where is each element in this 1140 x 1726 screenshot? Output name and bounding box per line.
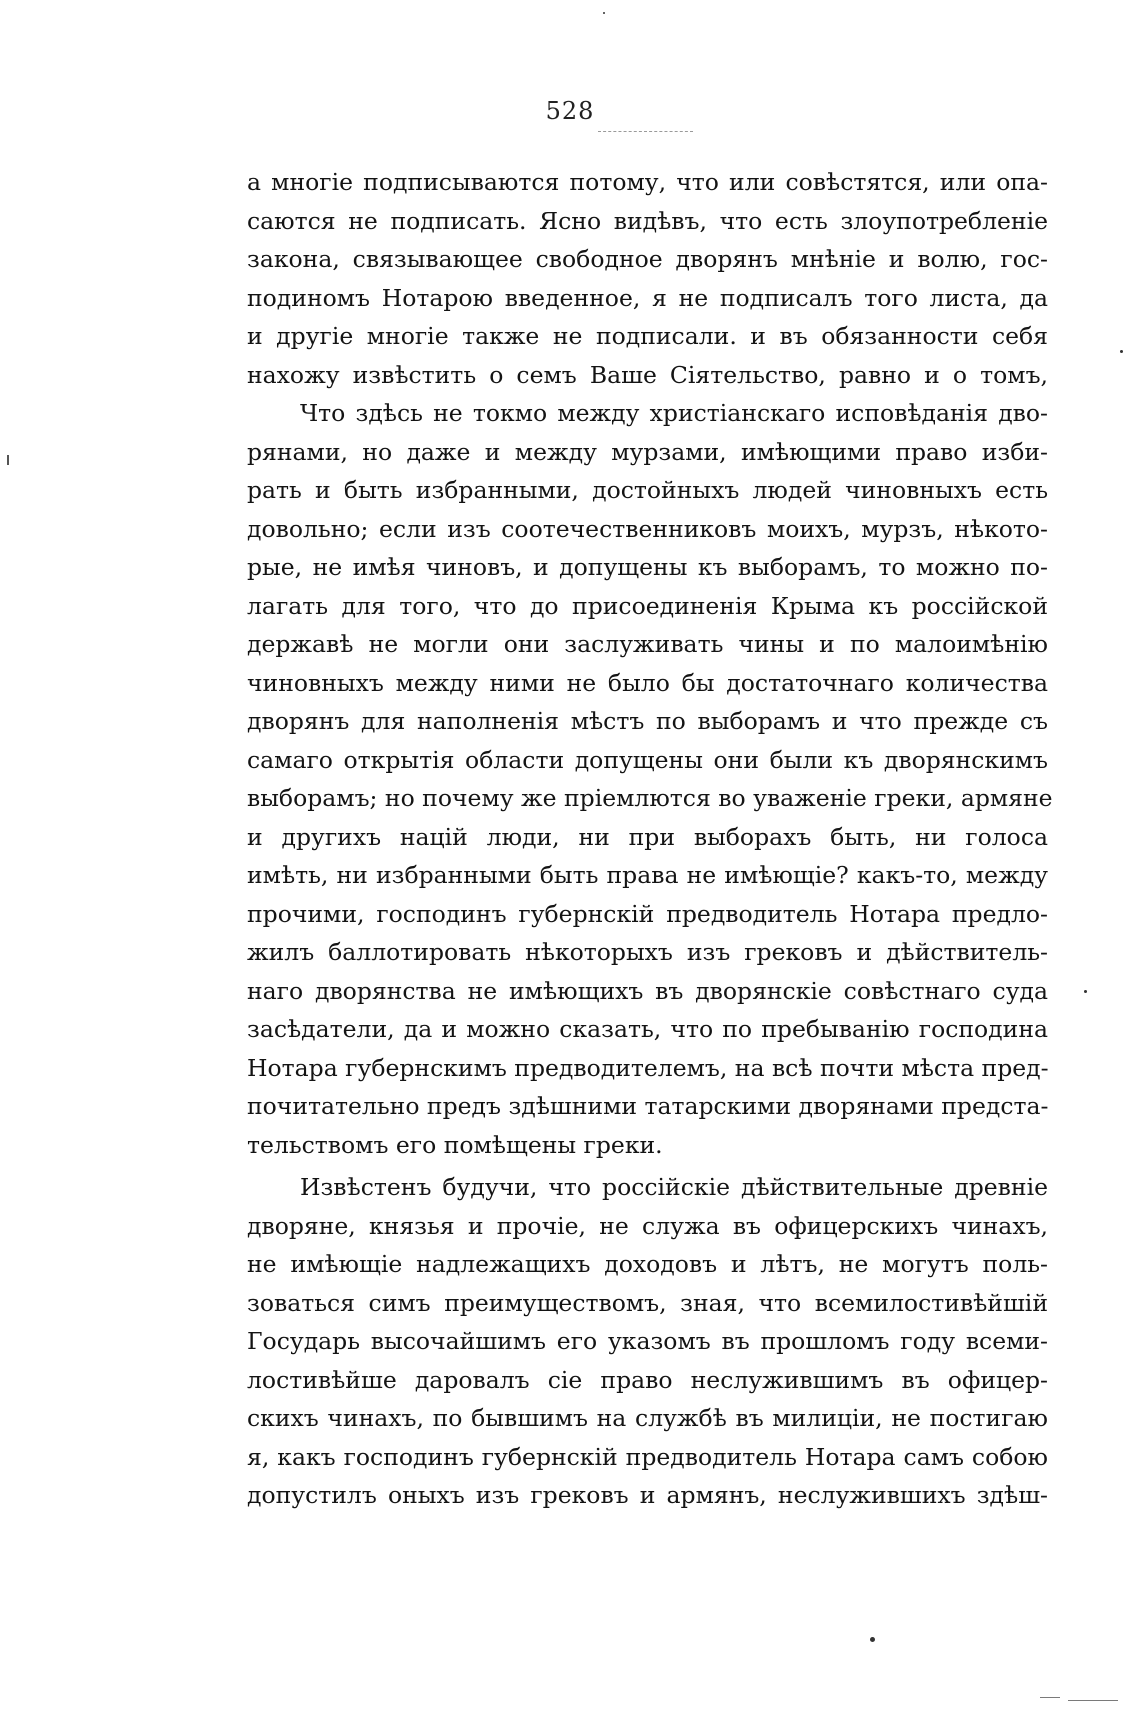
- scan-edge-rule: [1040, 1697, 1060, 1698]
- text-line: выборамъ; но почему же пріемлются во уваженіе греки, армяне: [247, 784, 1053, 812]
- paragraph-3: [247, 1168, 1048, 1515]
- text-line: Нотара губернскимъ предводителемъ, на всѣ почти мѣста пред-: [247, 1053, 1049, 1082]
- text-line: дворянъ для наполненія мѣстъ по выборамъ и что прежде съ: [247, 707, 1048, 735]
- text-line: почитательно предъ здѣшними татарскими дворянами предста-: [247, 1092, 1049, 1120]
- scan-speck: [870, 1637, 875, 1642]
- text-line: имѣть, ни избранными быть права не имѣющіе? какъ-то, между: [247, 861, 1048, 889]
- text-line: лостивѣйше даровалъ сіе право неслужившимъ въ офицер-: [247, 1365, 1048, 1394]
- page-number: 528: [545, 97, 595, 125]
- scan-edge-rule: [1068, 1700, 1118, 1701]
- text-line: дворяне, князья и прочіе, не служа въ офицерскихъ чинахъ,: [247, 1211, 1048, 1240]
- text-line: и другіе многіе также не подписали. и въ обязанности себя: [247, 322, 1048, 350]
- text-line: зоваться симъ преимуществомъ, зная, что всемилостивѣйшій: [247, 1288, 1048, 1317]
- body-text: [247, 163, 1053, 1515]
- text-line: не имѣющіе надлежащихъ доходовъ и лѣтъ, не могутъ поль-: [247, 1250, 1048, 1278]
- text-line: тельствомъ его помѣщены греки.: [247, 1130, 663, 1159]
- text-line: я, какъ господинъ губернскій предводитель Нотара самъ собою: [247, 1442, 1048, 1471]
- text-line: нахожу извѣстить о семъ Ваше Сіятельство, равно и о томъ,: [247, 360, 1048, 389]
- text-line: засѣдатели, да и можно сказать, что по пребыванію господина: [247, 1015, 1048, 1043]
- text-line: допустилъ оныхъ изъ грековъ и армянъ, неслужившихъ здѣш-: [247, 1481, 1048, 1509]
- text-line: рянами, но даже и между мурзами, имѣющими право изби-: [247, 437, 1048, 466]
- text-line: Государь высочайшимъ его указомъ въ прошломъ году всеми-: [247, 1327, 1048, 1355]
- text-line: державѣ не могли они заслуживать чины и по малоимѣнію: [247, 630, 1048, 658]
- paragraph-1: [247, 163, 1048, 394]
- text-line: скихъ чинахъ, по бывшимъ на службѣ въ милиціи, не постигаю: [247, 1404, 1048, 1432]
- text-line: наго дворянства не имѣющихъ въ дворянскіе совѣстнаго суда: [247, 976, 1048, 1005]
- text-line: подиномъ Нотарою введенное, я не подписалъ того листа, да: [247, 283, 1048, 312]
- scan-speck: [1120, 350, 1123, 353]
- text-line: рать и быть избранными, достойныхъ людей чиновныхъ есть: [247, 476, 1048, 504]
- text-line: закона, связывающее свободное дворянъ мнѣніе и волю, гос-: [247, 245, 1048, 273]
- text-line: а многіе подписываются потому, что или совѣстятся, или опа-: [247, 168, 1048, 196]
- text-line: жилъ баллотировать нѣкоторыхъ изъ грековъ и дѣйствитель-: [247, 938, 1048, 966]
- text-line: самаго открытія области допущены они были къ дворянскимъ: [247, 745, 1048, 774]
- text-line: рые, не имѣя чиновъ, и допущены къ выборамъ, то можно по-: [247, 553, 1048, 581]
- text-line: довольно; если изъ соотечественниковъ моихъ, мурзъ, нѣкото-: [247, 514, 1048, 543]
- paragraph-2: [247, 394, 1053, 1164]
- text-line: лагать для того, что до присоединенія Крыма къ россійской: [247, 591, 1048, 620]
- scan-speck: [603, 12, 605, 14]
- text-line: Извѣстенъ будучи, что россійскіе дѣйствительные древніе: [300, 1173, 1048, 1201]
- header-rule: [598, 131, 693, 132]
- text-line: и другихъ націй люди, ни при выборахъ быть, ни голоса: [247, 822, 1048, 851]
- text-line: чиновныхъ между ними не было бы достаточнаго количества: [247, 668, 1048, 697]
- scan-mark: [7, 455, 9, 465]
- text-line: саются не подписать. Ясно видѣвъ, что есть злоупотребленіе: [247, 206, 1048, 235]
- text-line: Что здѣсь не токмо между христіанскаго исповѣданія дво-: [300, 399, 1048, 427]
- text-line: прочими, господинъ губернскій предводитель Нотара предло-: [247, 899, 1048, 928]
- scan-speck: [1084, 990, 1087, 993]
